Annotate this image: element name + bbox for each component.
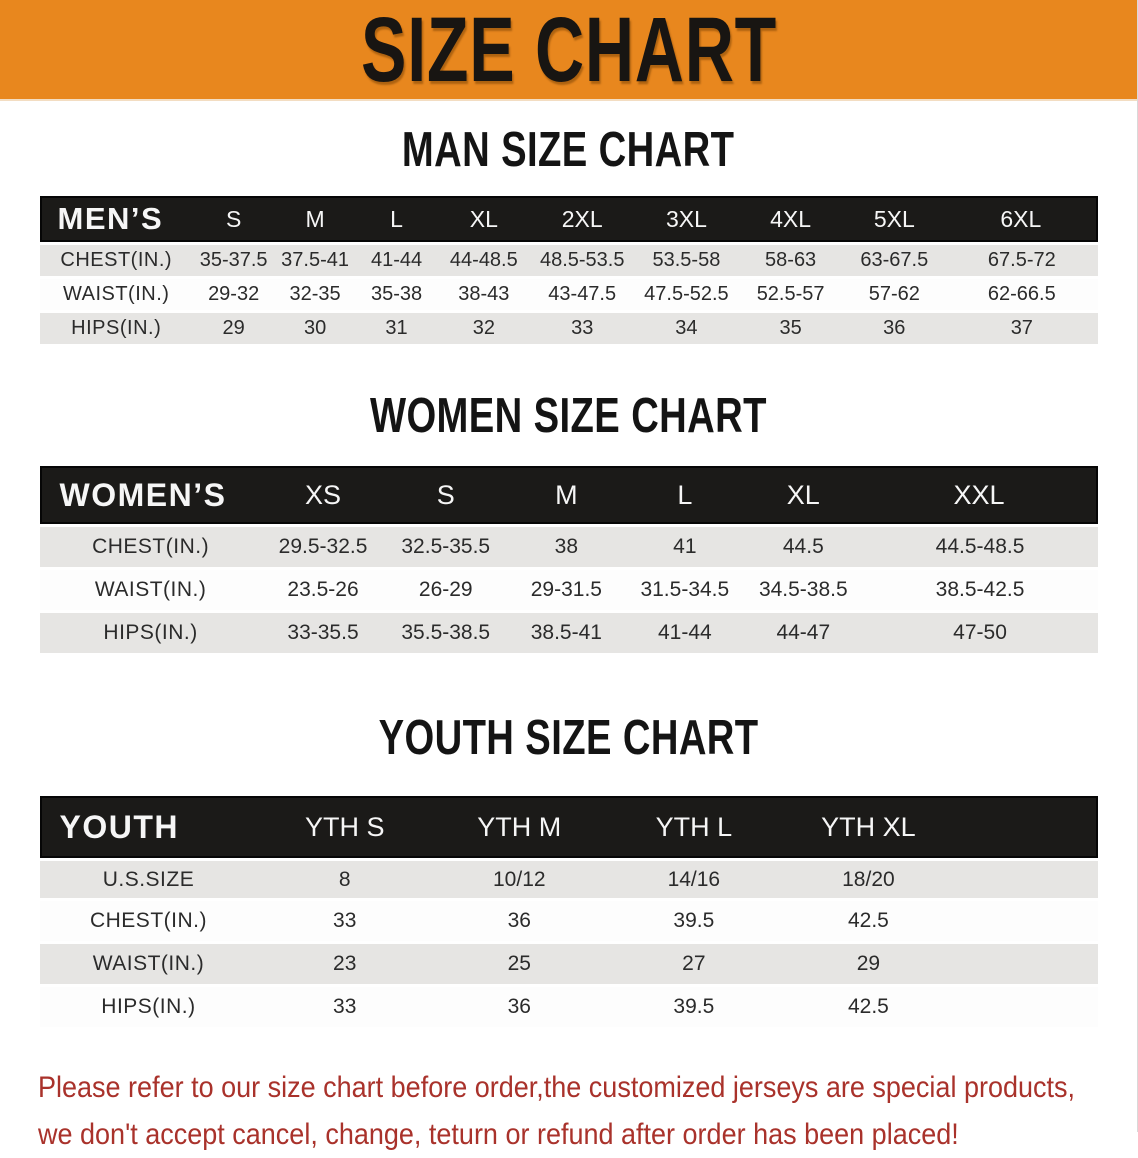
women-size-header: XXL: [863, 466, 1098, 524]
men-header-row: [40, 196, 1098, 242]
cell: 52.5-57: [739, 279, 843, 310]
row-label: CHEST(IN.): [40, 901, 258, 941]
women-size-header: XL: [744, 466, 862, 524]
men-hips-row: [40, 313, 1098, 344]
men-size-header: 6XL: [946, 196, 1097, 242]
cell: 33: [257, 901, 432, 941]
notice-line-1: Please refer to our size chart before order,the customized jerseys are special products,: [38, 1071, 1076, 1104]
men-size-header: M: [274, 196, 355, 242]
cell: 41-44: [356, 245, 437, 276]
cell: 27: [607, 944, 782, 984]
cell: 47.5-52.5: [634, 279, 739, 310]
banner: [0, 0, 1137, 101]
cell: 42.5: [781, 987, 956, 1027]
women-size-header: S: [384, 466, 507, 524]
cell: 36: [842, 313, 946, 344]
cell: 62-66.5: [946, 279, 1097, 310]
row-label: WAIST(IN.): [40, 279, 193, 310]
cell: 23: [257, 944, 432, 984]
cell: 48.5-53.5: [530, 245, 634, 276]
row-label: U.S.SIZE: [40, 861, 258, 898]
row-label: WAIST(IN.): [40, 944, 258, 984]
cell: 37.5-41: [274, 245, 355, 276]
youth-chest-row: [40, 901, 1098, 941]
cell: 38-43: [437, 279, 530, 310]
cell: 44-48.5: [437, 245, 530, 276]
row-label: HIPS(IN.): [40, 987, 258, 1027]
youth-header-row: [40, 796, 1098, 858]
youth-ussize-row: [40, 861, 1098, 898]
cell: 37: [946, 313, 1097, 344]
banner-title: SIZE CHART: [360, 0, 777, 101]
cell: 63-67.5: [842, 245, 946, 276]
youth-size-header: YTH S: [257, 796, 432, 858]
notice-line-2: we don't accept cancel, change, teturn or refund after order has been placed!: [38, 1118, 959, 1151]
cell: [956, 901, 1098, 941]
cell: 39.5: [607, 987, 782, 1027]
cell: 8: [257, 861, 432, 898]
cell: 57-62: [842, 279, 946, 310]
cell: 31: [356, 313, 437, 344]
men-section-heading: [0, 123, 1137, 177]
cell: 26-29: [384, 570, 507, 610]
men-size-header: 3XL: [634, 196, 739, 242]
cell: 35-37.5: [193, 245, 274, 276]
cell: 29: [781, 944, 956, 984]
men-chest-row: [40, 245, 1098, 276]
women-header-row: [40, 466, 1098, 524]
women-section-heading-text: WOMEN SIZE CHART: [370, 389, 767, 443]
cell: [956, 944, 1098, 984]
cell: 38: [507, 527, 625, 567]
cell: 42.5: [781, 901, 956, 941]
men-waist-row: [40, 279, 1098, 310]
cell: 58-63: [739, 245, 843, 276]
cell: 32: [437, 313, 530, 344]
men-size-header: 2XL: [530, 196, 634, 242]
youth-header-filler: [956, 796, 1098, 858]
row-label: HIPS(IN.): [40, 313, 193, 344]
cell: 39.5: [607, 901, 782, 941]
cell: 34.5-38.5: [744, 570, 862, 610]
cell: 35-38: [356, 279, 437, 310]
cell: 47-50: [863, 613, 1098, 653]
youth-section-heading: [0, 711, 1137, 765]
women-size-header: XS: [262, 466, 385, 524]
cell: 33: [257, 987, 432, 1027]
cell: 10/12: [432, 861, 607, 898]
women-hips-row: [40, 613, 1098, 653]
women-section-heading: [0, 389, 1137, 443]
youth-size-table: [40, 793, 1098, 1030]
cell: 18/20: [781, 861, 956, 898]
cell: 32.5-35.5: [384, 527, 507, 567]
cell: 29-32: [193, 279, 274, 310]
men-corner-label: MEN’S: [40, 196, 193, 242]
youth-corner-label: YOUTH: [40, 796, 258, 858]
cell: 35: [739, 313, 843, 344]
women-waist-row: [40, 570, 1098, 610]
men-size-header: 4XL: [739, 196, 843, 242]
cell: 44-47: [744, 613, 862, 653]
cell: 67.5-72: [946, 245, 1097, 276]
youth-size-header: YTH L: [607, 796, 782, 858]
women-corner-label: WOMEN’S: [40, 466, 262, 524]
cell: [956, 987, 1098, 1027]
cell: 44.5-48.5: [863, 527, 1098, 567]
cell: 38.5-41: [507, 613, 625, 653]
row-label: WAIST(IN.): [40, 570, 262, 610]
cell: 29: [193, 313, 274, 344]
cell: 43-47.5: [530, 279, 634, 310]
cell: 38.5-42.5: [863, 570, 1098, 610]
row-label: CHEST(IN.): [40, 527, 262, 567]
cell: 29-31.5: [507, 570, 625, 610]
youth-size-header: YTH M: [432, 796, 607, 858]
cell: 36: [432, 987, 607, 1027]
men-size-header: L: [356, 196, 437, 242]
cell: 23.5-26: [262, 570, 385, 610]
cell: [956, 861, 1098, 898]
cell: 25: [432, 944, 607, 984]
men-size-header: XL: [437, 196, 530, 242]
cell: 36: [432, 901, 607, 941]
cell: 30: [274, 313, 355, 344]
women-size-table: [40, 463, 1098, 656]
cell: 35.5-38.5: [384, 613, 507, 653]
men-section-heading-text: MAN SIZE CHART: [402, 123, 735, 177]
men-size-header: S: [193, 196, 274, 242]
cell: 53.5-58: [634, 245, 739, 276]
youth-size-header: YTH XL: [781, 796, 956, 858]
cell: 32-35: [274, 279, 355, 310]
youth-waist-row: [40, 944, 1098, 984]
cell: 44.5: [744, 527, 862, 567]
men-size-header: 5XL: [842, 196, 946, 242]
cell: 41-44: [626, 613, 744, 653]
footer-notice: [38, 1064, 1137, 1158]
men-size-table: [40, 193, 1098, 347]
women-size-header: L: [626, 466, 744, 524]
row-label: CHEST(IN.): [40, 245, 193, 276]
cell: 14/16: [607, 861, 782, 898]
row-label: HIPS(IN.): [40, 613, 262, 653]
youth-section-heading-text: YOUTH SIZE CHART: [378, 711, 759, 765]
cell: 31.5-34.5: [626, 570, 744, 610]
cell: 41: [626, 527, 744, 567]
cell: 33-35.5: [262, 613, 385, 653]
women-chest-row: [40, 527, 1098, 567]
cell: 29.5-32.5: [262, 527, 385, 567]
youth-hips-row: [40, 987, 1098, 1027]
cell: 33: [530, 313, 634, 344]
cell: 34: [634, 313, 739, 344]
women-size-header: M: [507, 466, 625, 524]
